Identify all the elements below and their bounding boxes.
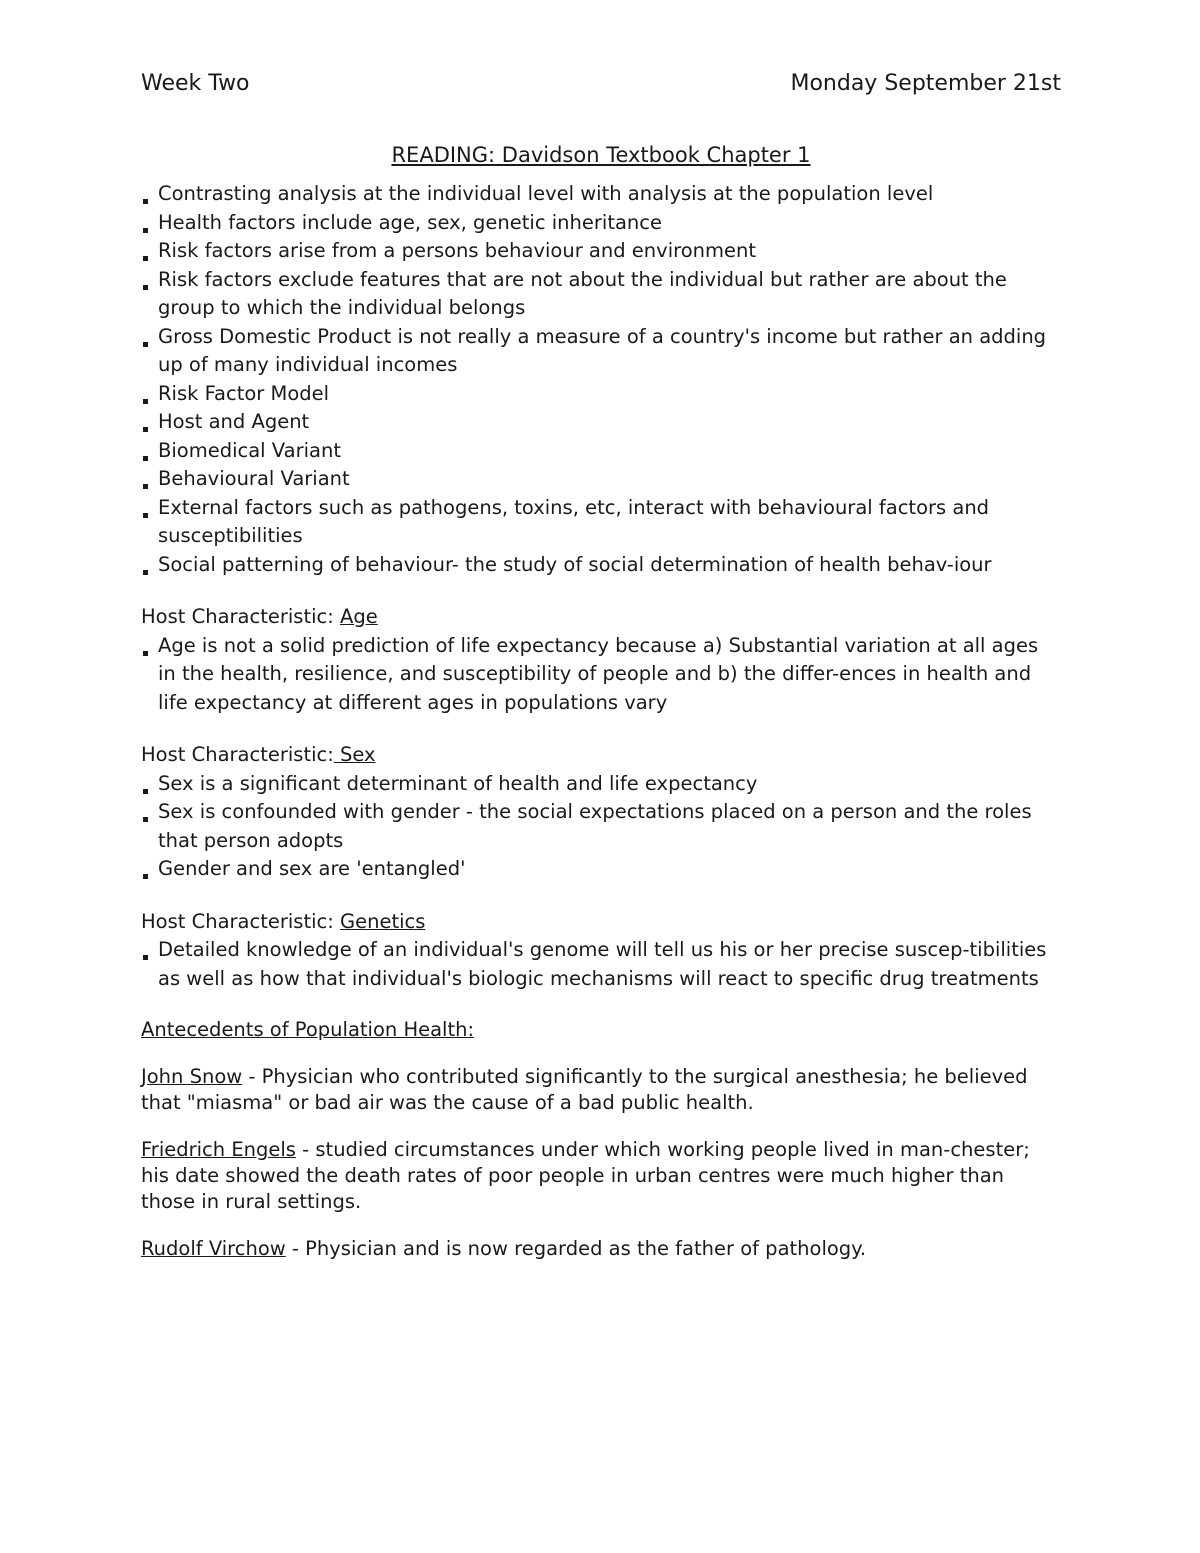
list-item: External factors such as pathogens, toxins, etc, interact with behavioural factors and susceptibilities: [141, 494, 1061, 551]
section-topic: Sex: [333, 743, 376, 766]
person-description: - Physician and is now regarded as the father of pathology.: [285, 1237, 867, 1260]
list-item: Detailed knowledge of an individual's genome will tell us his or her precise suscep-tibilities as well as how that individual's biologic mechanisms will react to specific drug treatments: [141, 936, 1061, 993]
list-item: Risk Factor Model: [141, 380, 1061, 409]
genetics-bullet-list: [141, 936, 1061, 993]
sex-bullet-list: [141, 770, 1061, 884]
list-item: Biomedical Variant: [141, 437, 1061, 466]
section-heading: [141, 741, 1061, 770]
section-label: Host Characteristic:: [141, 605, 334, 628]
person-name: Rudolf Virchow: [141, 1237, 286, 1260]
section-heading: [141, 908, 1061, 937]
document-page: [141, 68, 1061, 1262]
person-paragraph: [141, 1137, 1061, 1215]
section-label: Host Characteristic:: [141, 909, 334, 933]
list-item: Gender and sex are 'entangled': [141, 855, 1061, 884]
list-item: Host and Agent: [141, 408, 1061, 437]
date-label: Monday September 21st: [790, 71, 1061, 96]
page-header: [141, 68, 1061, 100]
section-age: [141, 603, 1061, 717]
section-label: Host Characteristic:: [141, 743, 334, 766]
list-item: Sex is a significant determinant of health and life expectancy: [141, 770, 1061, 799]
person-paragraph: [141, 1064, 1061, 1116]
list-item: Social patterning of behaviour- the study of social determination of health behav-iour: [141, 551, 1061, 580]
person-paragraph: [141, 1236, 1061, 1262]
list-item: Behavioural Variant: [141, 465, 1061, 494]
section-sex: [141, 741, 1061, 884]
list-item: Gross Domestic Product is not really a measure of a country's income but rather an adding up of many individual incomes: [141, 323, 1061, 380]
reading-title: READING: Davidson Textbook Chapter 1: [391, 143, 811, 167]
list-item: Age is not a solid prediction of life expectancy because a) Substantial variation at all ages in the health, resilience, and susceptibility of people and b) the differ-ences in health and life expectancy at different ages in populations vary: [141, 632, 1061, 718]
week-label: Week Two: [141, 71, 250, 96]
person-name: John Snow: [141, 1065, 243, 1088]
list-item: Health factors include age, sex, genetic inheritance: [141, 209, 1061, 238]
reading-bullet-list: [141, 180, 1061, 579]
antecedents-heading: Antecedents of Population Health:: [141, 1018, 475, 1041]
list-item: Risk factors arise from a persons behaviour and environment: [141, 237, 1061, 266]
person-description: - studied circumstances under which working people lived in man-chester; his date showed the death rates of poor people in urban centres were much higher than those in rural settings.: [141, 1138, 1030, 1213]
person-name: Friedrich Engels: [141, 1138, 296, 1161]
section-topic: Age: [340, 605, 378, 628]
section-genetics: [141, 908, 1061, 994]
list-item: Contrasting analysis at the individual level with analysis at the population level: [141, 180, 1061, 209]
age-bullet-list: [141, 632, 1061, 718]
list-item: Risk factors exclude features that are not about the individual but rather are about the group to which the individual belongs: [141, 266, 1061, 323]
list-item: Sex is confounded with gender - the social expectations placed on a person and the roles that person adopts: [141, 798, 1061, 855]
section-heading: [141, 603, 1061, 632]
section-topic: Genetics: [340, 909, 426, 933]
person-description: - Physician who contributed significantly to the surgical anesthesia; he believed that "miasma" or bad air was the cause of a bad public health.: [141, 1065, 1028, 1114]
